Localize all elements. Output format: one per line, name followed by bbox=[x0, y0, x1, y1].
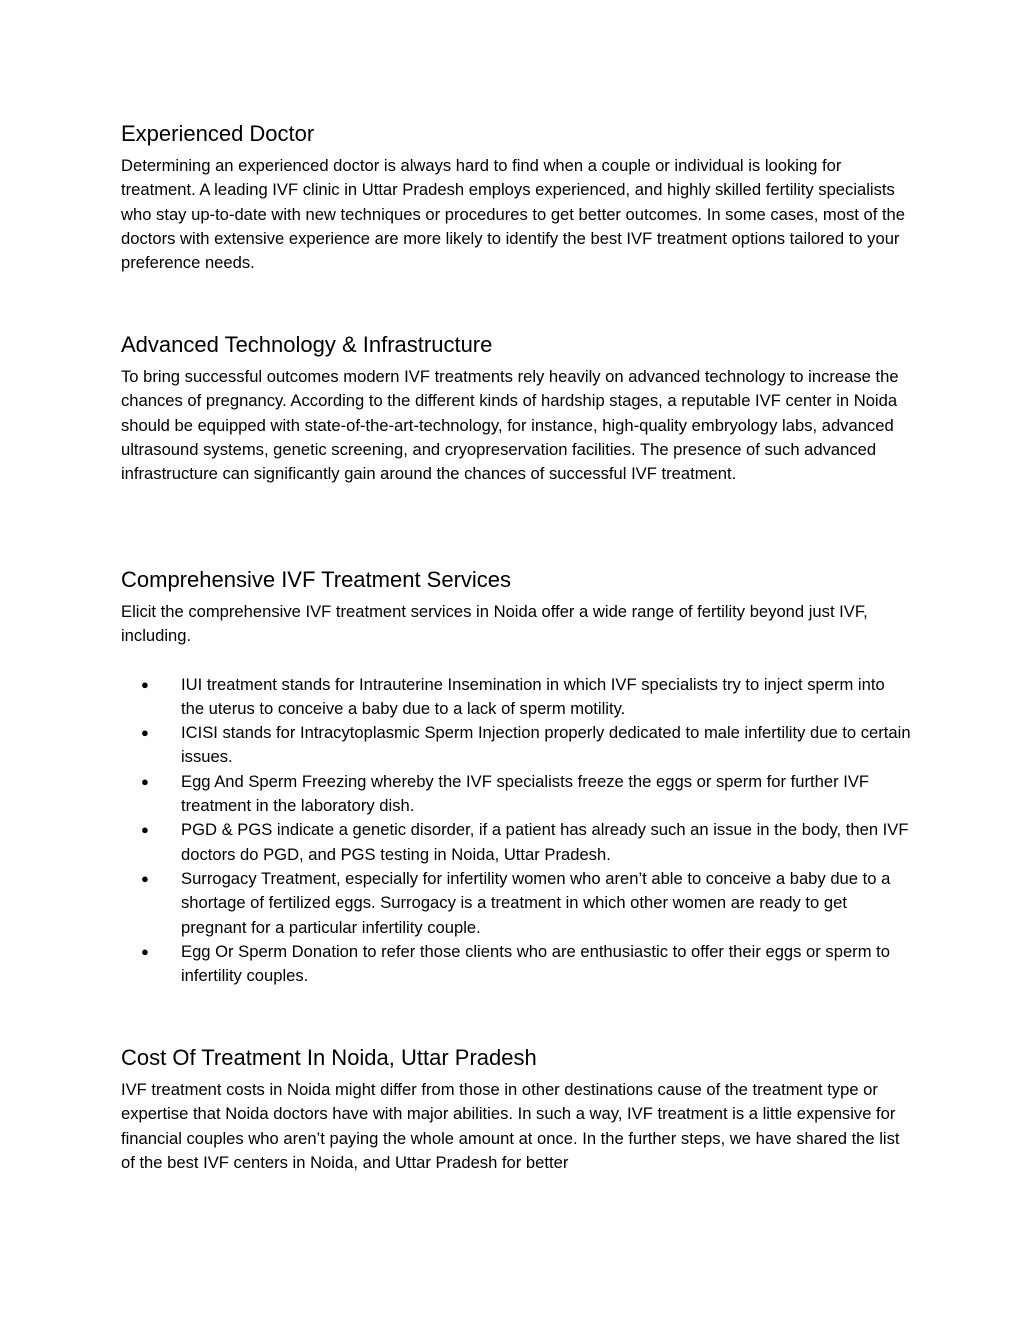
section-paragraph: Determining an experienced doctor is always hard to find when a couple or individual is looking for treatment. A leading IVF clinic in Uttar Pradesh employs experienced, and highly skilled fertility specialists who stay up-to-date with new techniques or procedures to get better outcomes. In some cases, most of the doctors with extensive experience are more likely to identify the best IVF treatment options tailored to your preference needs. bbox=[121, 156, 906, 273]
services-list bbox=[121, 673, 911, 989]
list-item: ● ICISI stands for Intracytoplasmic Sperm Injection properly dedicated to male infertility due to certain issues. bbox=[141, 723, 911, 767]
section-paragraph: IVF treatment costs in Noida might differ from those in other destinations cause of the treatment type or expertise that Noida doctors have with major abilities. In such a way, IVF treatment is a little expensive for financial couples who aren’t paying the whole amount at once. In the further steps, we have shared the list of the best IVF centers in Noida, and Uttar Pradesh for better bbox=[121, 1080, 900, 1172]
bullet-icon: ● bbox=[141, 822, 149, 838]
list-item: ● Egg And Sperm Freezing whereby the IVF specialists freeze the eggs or sperm for further IVF treatment in the laboratory dish. bbox=[141, 771, 870, 816]
list-item: ● PGD & PGS indicate a genetic disorder, if a patient has already such an issue in the body, then IVF doctors do PGD, and PGS testing in Noida, Uttar Pradesh. bbox=[141, 820, 909, 864]
section-heading: Comprehensive IVF Treatment Services bbox=[121, 567, 512, 592]
section-paragraph: To bring successful outcomes modern IVF treatments rely heavily on advanced technology to increase the chances of pregnancy. According to the different kinds of hardship stages, a reputable IVF center in Noida should be equipped with state-of-the-art-technology, for instance, high-quality embryology labs, advanced ultrasound systems, genetic screening, and cryopreservation facilities. The presence of such advanced infrastructure can significantly gain around the chances of successful IVF treatment. bbox=[121, 367, 899, 484]
section-cost-of-treatment bbox=[121, 1044, 911, 1175]
list-item: ● Egg Or Sperm Donation to refer those clients who are enthusiastic to offer their eggs or sperm to infertility couples. bbox=[141, 941, 890, 986]
section-paragraph: Elicit the comprehensive IVF treatment services in Noida offer a wide range of fertility beyond just IVF, including. bbox=[121, 602, 868, 646]
bullet-icon: ● bbox=[141, 676, 149, 692]
list-item: ● Surrogacy Treatment, especially for infertility women who aren’t able to conceive a baby due to a shortage of fertilized eggs. Surrogacy is a treatment in which other women are ready to get pregnant for a particular infertility couple. bbox=[141, 868, 891, 937]
bullet-icon: ● bbox=[141, 773, 149, 789]
bullet-icon: ● bbox=[141, 870, 149, 886]
section-experienced-doctor bbox=[121, 120, 911, 275]
bullet-icon: ● bbox=[141, 943, 149, 959]
section-comprehensive-services bbox=[121, 566, 911, 988]
section-heading: Cost Of Treatment In Noida, Uttar Pradesh bbox=[121, 1045, 537, 1070]
section-advanced-technology bbox=[121, 331, 911, 486]
list-item: ● IUI treatment stands for Intrauterine Insemination in which IVF specialists try to inject sperm into the uterus to conceive a baby due to a lack of sperm motility. bbox=[141, 674, 885, 718]
section-heading: Advanced Technology & Infrastructure bbox=[121, 332, 493, 357]
bullet-icon: ● bbox=[141, 725, 149, 741]
section-heading: Experienced Doctor bbox=[121, 121, 315, 146]
